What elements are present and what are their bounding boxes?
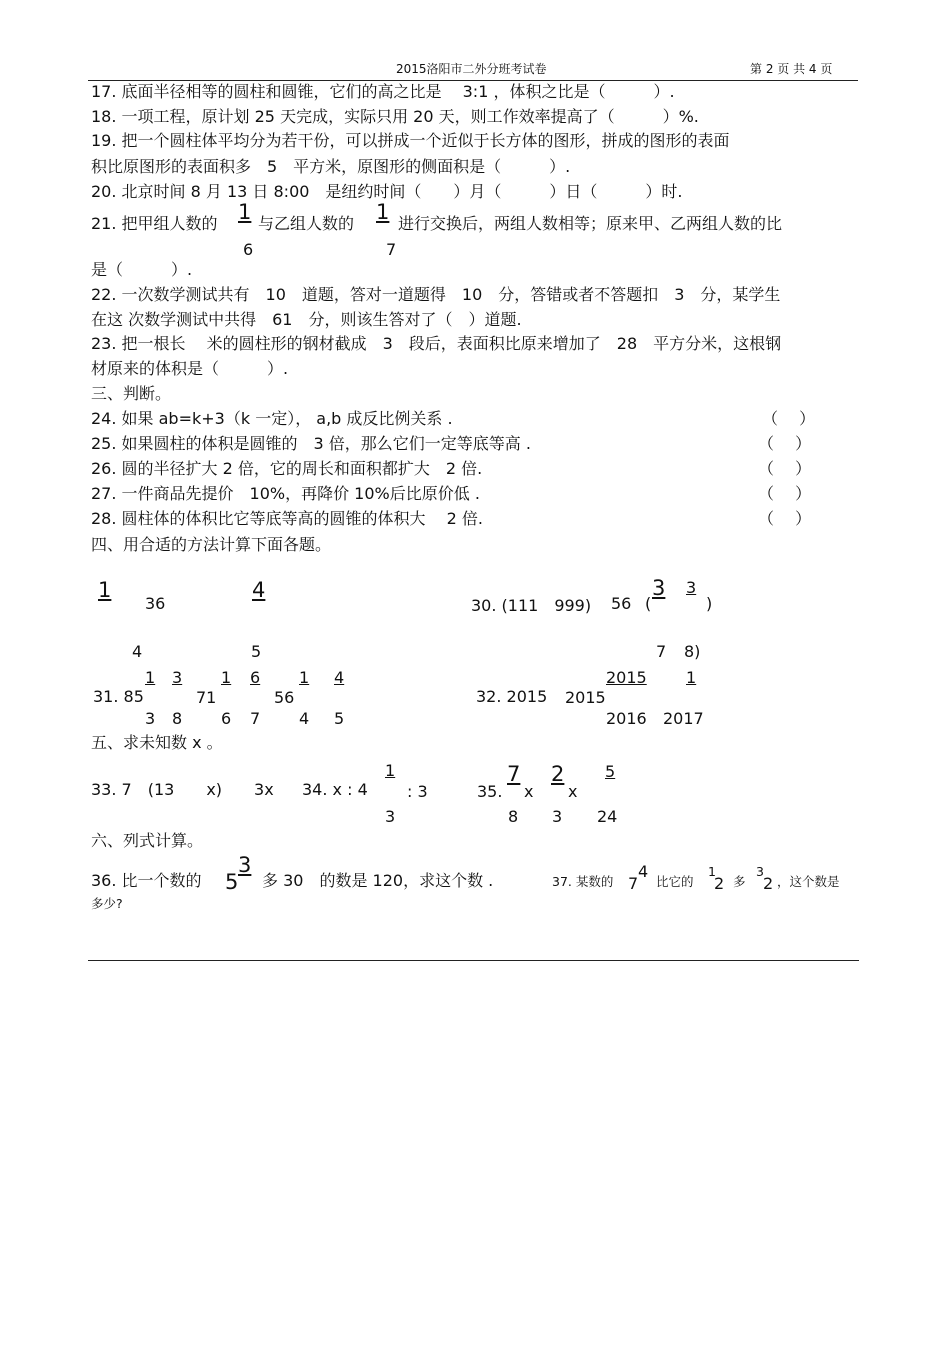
- q31-denominator-6: 6: [221, 709, 232, 728]
- q31-denominator-4: 4: [299, 709, 310, 728]
- q32-number-2015: 2015: [565, 688, 606, 707]
- q35-denominator-24: 24: [597, 807, 618, 826]
- q29-fraction1-numerator: 1: [98, 578, 112, 602]
- bottom-rule: [88, 960, 859, 961]
- q35-denominator-3: 3: [552, 807, 563, 826]
- question-30-prefix: 30. (111 999): [471, 596, 592, 615]
- question-37-text-b: 比它的: [656, 874, 694, 889]
- q35-x2: x: [568, 782, 578, 801]
- judge-bracket-28: （ ）: [758, 509, 812, 528]
- judge-item-26: 26. 圆的半径扩大 2 倍，它的周长和面积都扩大 2 倍.: [91, 459, 483, 478]
- q31-numerator-4: 4: [334, 668, 345, 687]
- judge-item-25: 25. 如果圆柱的体积是圆锥的 3 倍，那么它们一定等底等高 .: [91, 434, 531, 453]
- q35-fraction2-numerator: 2: [551, 762, 565, 786]
- q31-denominator-5: 5: [334, 709, 345, 728]
- question-19-line2: 积比原图形的表面积多 5 平方米，原图形的侧面积是（ ）.: [91, 157, 571, 176]
- section-unknown-heading: 五、求未知数 x 。: [91, 733, 223, 752]
- judge-item-28: 28. 圆柱体的体积比它等底等高的圆锥的体积大 2 倍.: [91, 509, 483, 528]
- question-36-text-a: 36. 比一个数的: [91, 871, 202, 890]
- q30-close-paren: ): [706, 594, 713, 613]
- question-22-line2: 在这 次数学测试中共得 61 分，则该生答对了（ ）道题.: [91, 310, 522, 329]
- question-21-text-c: 进行交换后，两组人数相等；原来甲、乙两组人数的比: [398, 214, 783, 233]
- section-calc-heading: 四、用合适的方法计算下面各题。: [91, 535, 332, 554]
- q37-fraction1-numerator: 1: [708, 864, 716, 879]
- q37-superscript-4: 4: [638, 862, 649, 881]
- q31-numerator-3: 3: [172, 668, 183, 687]
- q31-number-71: 71: [196, 688, 217, 707]
- q31-numerator-6: 6: [250, 668, 261, 687]
- question-21-line2: 是（ ）.: [91, 260, 193, 279]
- q29-fraction1-denominator: 4: [132, 642, 143, 661]
- q29-fraction2-numerator: 4: [252, 578, 266, 602]
- header-rule: [88, 80, 858, 81]
- q37-fraction2-denominator: 2: [763, 874, 774, 893]
- q32-numerator-2015: 2015: [606, 668, 647, 687]
- q37-number-7: 7: [628, 874, 639, 893]
- judge-item-24: 24. 如果 ab=k+3（k 一定）， a,b 成反比例关系 .: [91, 409, 453, 428]
- question-35-label: 35.: [477, 782, 503, 801]
- q30-number-56: 56: [611, 594, 632, 613]
- q32-denominator-2016: 2016: [606, 709, 647, 728]
- question-23-line1: 23. 把一根长 米的圆柱形的钢材截成 3 段后，表面积比原来增加了 28 平方分米，这根钢: [91, 334, 782, 353]
- q29-number-36: 36: [145, 594, 166, 613]
- q35-fraction1-numerator: 7: [507, 762, 521, 786]
- q21-fraction1-denominator: 6: [243, 240, 254, 259]
- q35-fraction3-numerator: 5: [605, 762, 616, 781]
- q34-fraction-numerator: 1: [385, 761, 396, 780]
- q21-fraction1-numerator: 1: [238, 200, 252, 224]
- section-word-heading: 六、列式计算。: [91, 831, 204, 850]
- question-21-text-a: 21. 把甲组人数的: [91, 214, 218, 233]
- q37-fraction2-numerator: 3: [756, 864, 764, 879]
- judge-bracket-27: （ ）: [758, 484, 812, 503]
- q35-denominator-8: 8: [508, 807, 519, 826]
- question-33: 33. 7 (13 x) 3x: [91, 780, 274, 799]
- q31-numerator-1b: 1: [221, 668, 232, 687]
- q30-open-paren: (: [645, 594, 652, 613]
- q36-mixed-number-whole: 5: [225, 870, 239, 894]
- question-23-line2: 材原来的体积是（ ）.: [91, 359, 289, 378]
- q32-numerator-1: 1: [686, 668, 697, 687]
- q30-fraction1-numerator: 3: [652, 576, 666, 600]
- q31-denominator-3: 3: [145, 709, 156, 728]
- question-34: 34. x : 4: [302, 780, 368, 799]
- q31-denominator-7: 7: [250, 709, 261, 728]
- judge-bracket-24: （ ）: [762, 409, 816, 428]
- question-37-text-d: ，这个数是: [777, 874, 840, 889]
- page-info: 第 2 页 共 4 页: [750, 62, 833, 76]
- q30-denominator-7: 7: [656, 642, 667, 661]
- q29-fraction2-denominator: 5: [251, 642, 262, 661]
- judge-item-27: 27. 一件商品先提价 10%，再降价 10%后比原价低 .: [91, 484, 480, 503]
- judge-bracket-25: （ ）: [758, 434, 812, 453]
- q32-denominator-2017: 2017: [663, 709, 704, 728]
- q34-ratio-tail: : 3: [407, 782, 428, 801]
- q31-denominator-8: 8: [172, 709, 183, 728]
- exam-title: 2015洛阳市二外分班考试卷: [396, 62, 547, 76]
- question-20: 20. 北京时间 8 月 13 日 8:00 是纽约时间（ ）月（ ）日（ ）时.: [91, 182, 683, 201]
- question-21-text-b: 与乙组人数的: [258, 214, 355, 233]
- q30-fraction2-numerator: 3: [686, 578, 697, 597]
- section-judge-heading: 三、判断。: [91, 384, 172, 403]
- question-37-text-a: 37. 某数的: [552, 874, 614, 889]
- q31-numerator-1a: 1: [145, 668, 156, 687]
- q21-fraction2-denominator: 7: [386, 240, 397, 259]
- judge-bracket-26: （ ）: [758, 459, 812, 478]
- q30-denominator-8: 8): [684, 642, 701, 661]
- q36-mixed-number-fraction: 3: [238, 853, 252, 877]
- q37-fraction1-denominator: 2: [714, 874, 725, 893]
- q35-x1: x: [524, 782, 534, 801]
- q21-fraction2-numerator: 1: [376, 200, 390, 224]
- question-37-line2: 多少?: [91, 896, 123, 911]
- question-18: 18. 一项工程，原计划 25 天完成，实际只用 20 天，则工作效率提高了（ ）%.: [91, 107, 699, 126]
- question-37-text-c: 多: [733, 874, 746, 889]
- question-19-line1: 19. 把一个圆柱体平均分为若干份，可以拼成一个近似于长方体的图形，拼成的图形的表面: [91, 131, 730, 150]
- q31-numerator-1c: 1: [299, 668, 310, 687]
- question-36-text-b: 多 30 的数是 120，求这个数 .: [262, 871, 494, 890]
- question-22-line1: 22. 一次数学测试共有 10 道题，答对一道题得 10 分，答错或者不答题扣 3 分，某学生: [91, 285, 781, 304]
- question-32-label: 32. 2015: [476, 687, 548, 706]
- q34-fraction-denominator: 3: [385, 807, 396, 826]
- question-17: 17. 底面半径相等的圆柱和圆锥，它们的高之比是 3:1 ，体积之比是（ ）.: [91, 82, 675, 101]
- question-31-label: 31. 85: [93, 687, 144, 706]
- q31-number-56: 56: [274, 688, 295, 707]
